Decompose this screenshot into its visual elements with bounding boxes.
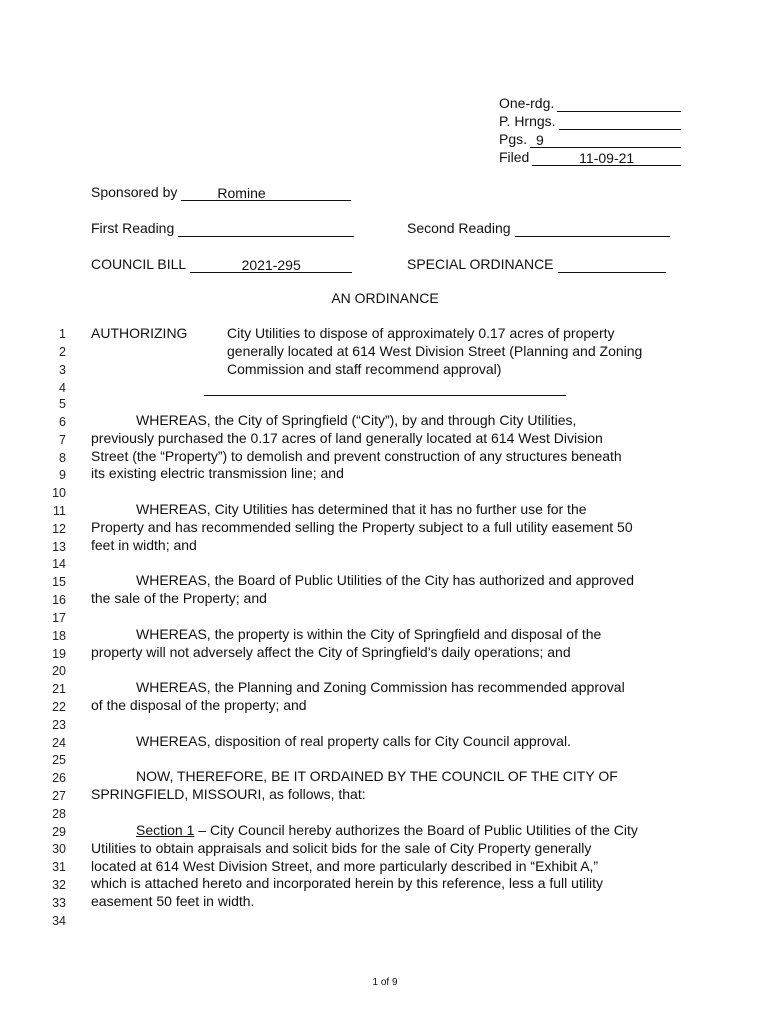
- filed-field: 11-09-21: [532, 150, 681, 166]
- pgs-field: 9: [530, 132, 681, 148]
- sponsored-value: Romine: [217, 185, 266, 201]
- line-number: 7: [59, 433, 66, 447]
- whereas-paragraph-4: [91, 626, 691, 662]
- paragraph-line: easement 50 feet in width.: [91, 893, 255, 910]
- line-number: 13: [52, 540, 66, 554]
- section-1-heading: Section 1: [136, 822, 195, 838]
- paragraph-line: property will not adversely affect the City of Springfield’s daily operations; and: [91, 643, 571, 660]
- paragraph-line: the sale of the Property; and: [91, 589, 267, 606]
- line-number: 2: [59, 345, 66, 359]
- paragraph-line: of the disposal of the property; and: [91, 696, 307, 713]
- line-number: 29: [52, 825, 66, 839]
- paragraph-line: WHEREAS, disposition of real property calls for City Council approval.: [136, 733, 571, 749]
- first-reading-row: [91, 219, 354, 237]
- paragraph-line: located at 614 West Division Street, and more particularly described in “Exhibit A,”: [91, 857, 599, 874]
- council-bill-value: 2021-295: [241, 257, 301, 273]
- line-number: 24: [52, 736, 66, 750]
- special-ordinance-field: [558, 257, 666, 273]
- filed-label: Filed: [499, 149, 530, 165]
- filing-block: [499, 94, 681, 166]
- authorizing-line: generally located at 614 West Division Street (Planning and Zoning: [227, 342, 643, 359]
- council-bill-field: [190, 257, 352, 273]
- line-number: 32: [52, 878, 66, 892]
- whereas-paragraph-5: [91, 679, 691, 715]
- line-number: 15: [52, 575, 66, 589]
- paragraph-line: WHEREAS, the Planning and Zoning Commission has recommended approval: [136, 679, 625, 695]
- line-number: 33: [52, 896, 66, 910]
- line-number: 23: [52, 718, 66, 732]
- section-1-paragraph: [91, 822, 691, 911]
- paragraph-line: SPRINGFIELD, MISSOURI, as follows, that:: [91, 785, 366, 802]
- section-1-first-text: – City Council hereby authorizes the Board of Public Utilities of the City: [194, 822, 638, 838]
- p-hrngs-label: P. Hrngs.: [499, 113, 556, 129]
- page-number: 1 of 9: [372, 977, 398, 988]
- second-reading-label: Second Reading: [407, 220, 511, 236]
- line-number: 14: [52, 557, 66, 571]
- special-ordinance-row: [407, 255, 666, 273]
- council-bill-row: [91, 255, 352, 273]
- filed-row: [499, 148, 681, 166]
- line-number: 3: [59, 363, 66, 377]
- p-hrngs-row: [499, 112, 681, 130]
- paragraph-line: which is attached hereto and incorporated herein by this reference, less a full utility: [91, 875, 604, 892]
- paragraph-line: Property and has recommended selling the Property subject to a full utility easement 50: [91, 518, 633, 535]
- line-number: 19: [52, 647, 66, 661]
- line-number: 17: [52, 611, 66, 625]
- special-ordinance-label: SPECIAL ORDINANCE: [407, 256, 554, 272]
- authorizing-line: City Utilities to dispose of approximately 0.17 acres of property: [227, 325, 615, 341]
- line-number: 12: [52, 522, 66, 536]
- council-bill-label: COUNCIL BILL: [91, 256, 187, 272]
- line-number: 9: [59, 468, 66, 482]
- pgs-row: [499, 130, 681, 148]
- line-number: 6: [59, 415, 66, 429]
- line-number: 28: [52, 807, 66, 821]
- second-reading-field: [515, 221, 670, 237]
- second-reading-row: [407, 219, 670, 237]
- sponsored-field: [181, 185, 351, 201]
- line-number: 31: [52, 860, 66, 874]
- authorizing-label: AUTHORIZING: [91, 325, 188, 341]
- p-hrngs-field: [559, 114, 681, 130]
- section-1-first-line: [91, 822, 691, 840]
- one-rdg-label: One-rdg.: [499, 95, 555, 111]
- paragraph-line: previously purchased the 0.17 acres of land generally located at 614 West Division: [91, 429, 603, 446]
- paragraph-line: its existing electric transmission line; and: [91, 465, 344, 482]
- line-number: 34: [52, 914, 66, 928]
- line-number: 4: [59, 381, 66, 395]
- first-reading-field: [178, 221, 354, 237]
- authorizing-text: [227, 325, 642, 378]
- paragraph-line: WHEREAS, the Board of Public Utilities of the City has authorized and approved: [136, 572, 635, 588]
- one-rdg-field: [557, 96, 681, 112]
- pgs-label: Pgs.: [499, 131, 528, 147]
- separator-line: [204, 395, 566, 396]
- paragraph-line: feet in width; and: [91, 536, 197, 553]
- whereas-paragraph-2: [91, 501, 691, 554]
- line-number: 27: [52, 789, 66, 803]
- paragraph-line: WHEREAS, the City of Springfield (“City”), by and through City Utilities,: [136, 412, 577, 428]
- line-number: 25: [52, 753, 66, 767]
- line-number: 10: [52, 486, 66, 500]
- ordained-paragraph: [91, 768, 691, 804]
- first-reading-label: First Reading: [91, 220, 175, 236]
- one-rdg-row: [499, 94, 681, 112]
- line-number: 22: [52, 700, 66, 714]
- line-number: 30: [52, 842, 66, 856]
- paragraph-line: Street (the “Property”) to demolish and prevent construction of any structures beneath: [91, 447, 622, 464]
- line-number: 8: [59, 451, 66, 465]
- sponsored-row: [91, 183, 351, 201]
- line-number: 20: [52, 664, 66, 678]
- whereas-paragraph-1: [91, 412, 691, 483]
- whereas-paragraph-3: [91, 572, 691, 608]
- paragraph-line: NOW, THEREFORE, BE IT ORDAINED BY THE COUNCIL OF THE CITY OF: [136, 768, 618, 784]
- line-number: 11: [53, 504, 66, 518]
- line-number: 16: [52, 593, 66, 607]
- whereas-paragraph-6: [91, 733, 691, 751]
- document-title: AN ORDINANCE: [331, 290, 439, 306]
- line-number: 1: [59, 327, 66, 341]
- authorizing-line: Commission and staff recommend approval): [227, 360, 502, 377]
- line-number: 18: [52, 629, 66, 643]
- paragraph-line: WHEREAS, the property is within the City of Springfield and disposal of the: [136, 626, 602, 642]
- line-number: 21: [52, 682, 66, 696]
- sponsored-label: Sponsored by: [91, 184, 178, 200]
- line-number: 5: [59, 397, 66, 411]
- line-number: 26: [52, 771, 66, 785]
- paragraph-line: Utilities to obtain appraisals and solicit bids for the sale of City Property generally: [91, 839, 592, 856]
- paragraph-line: WHEREAS, City Utilities has determined that it has no further use for the: [136, 501, 587, 517]
